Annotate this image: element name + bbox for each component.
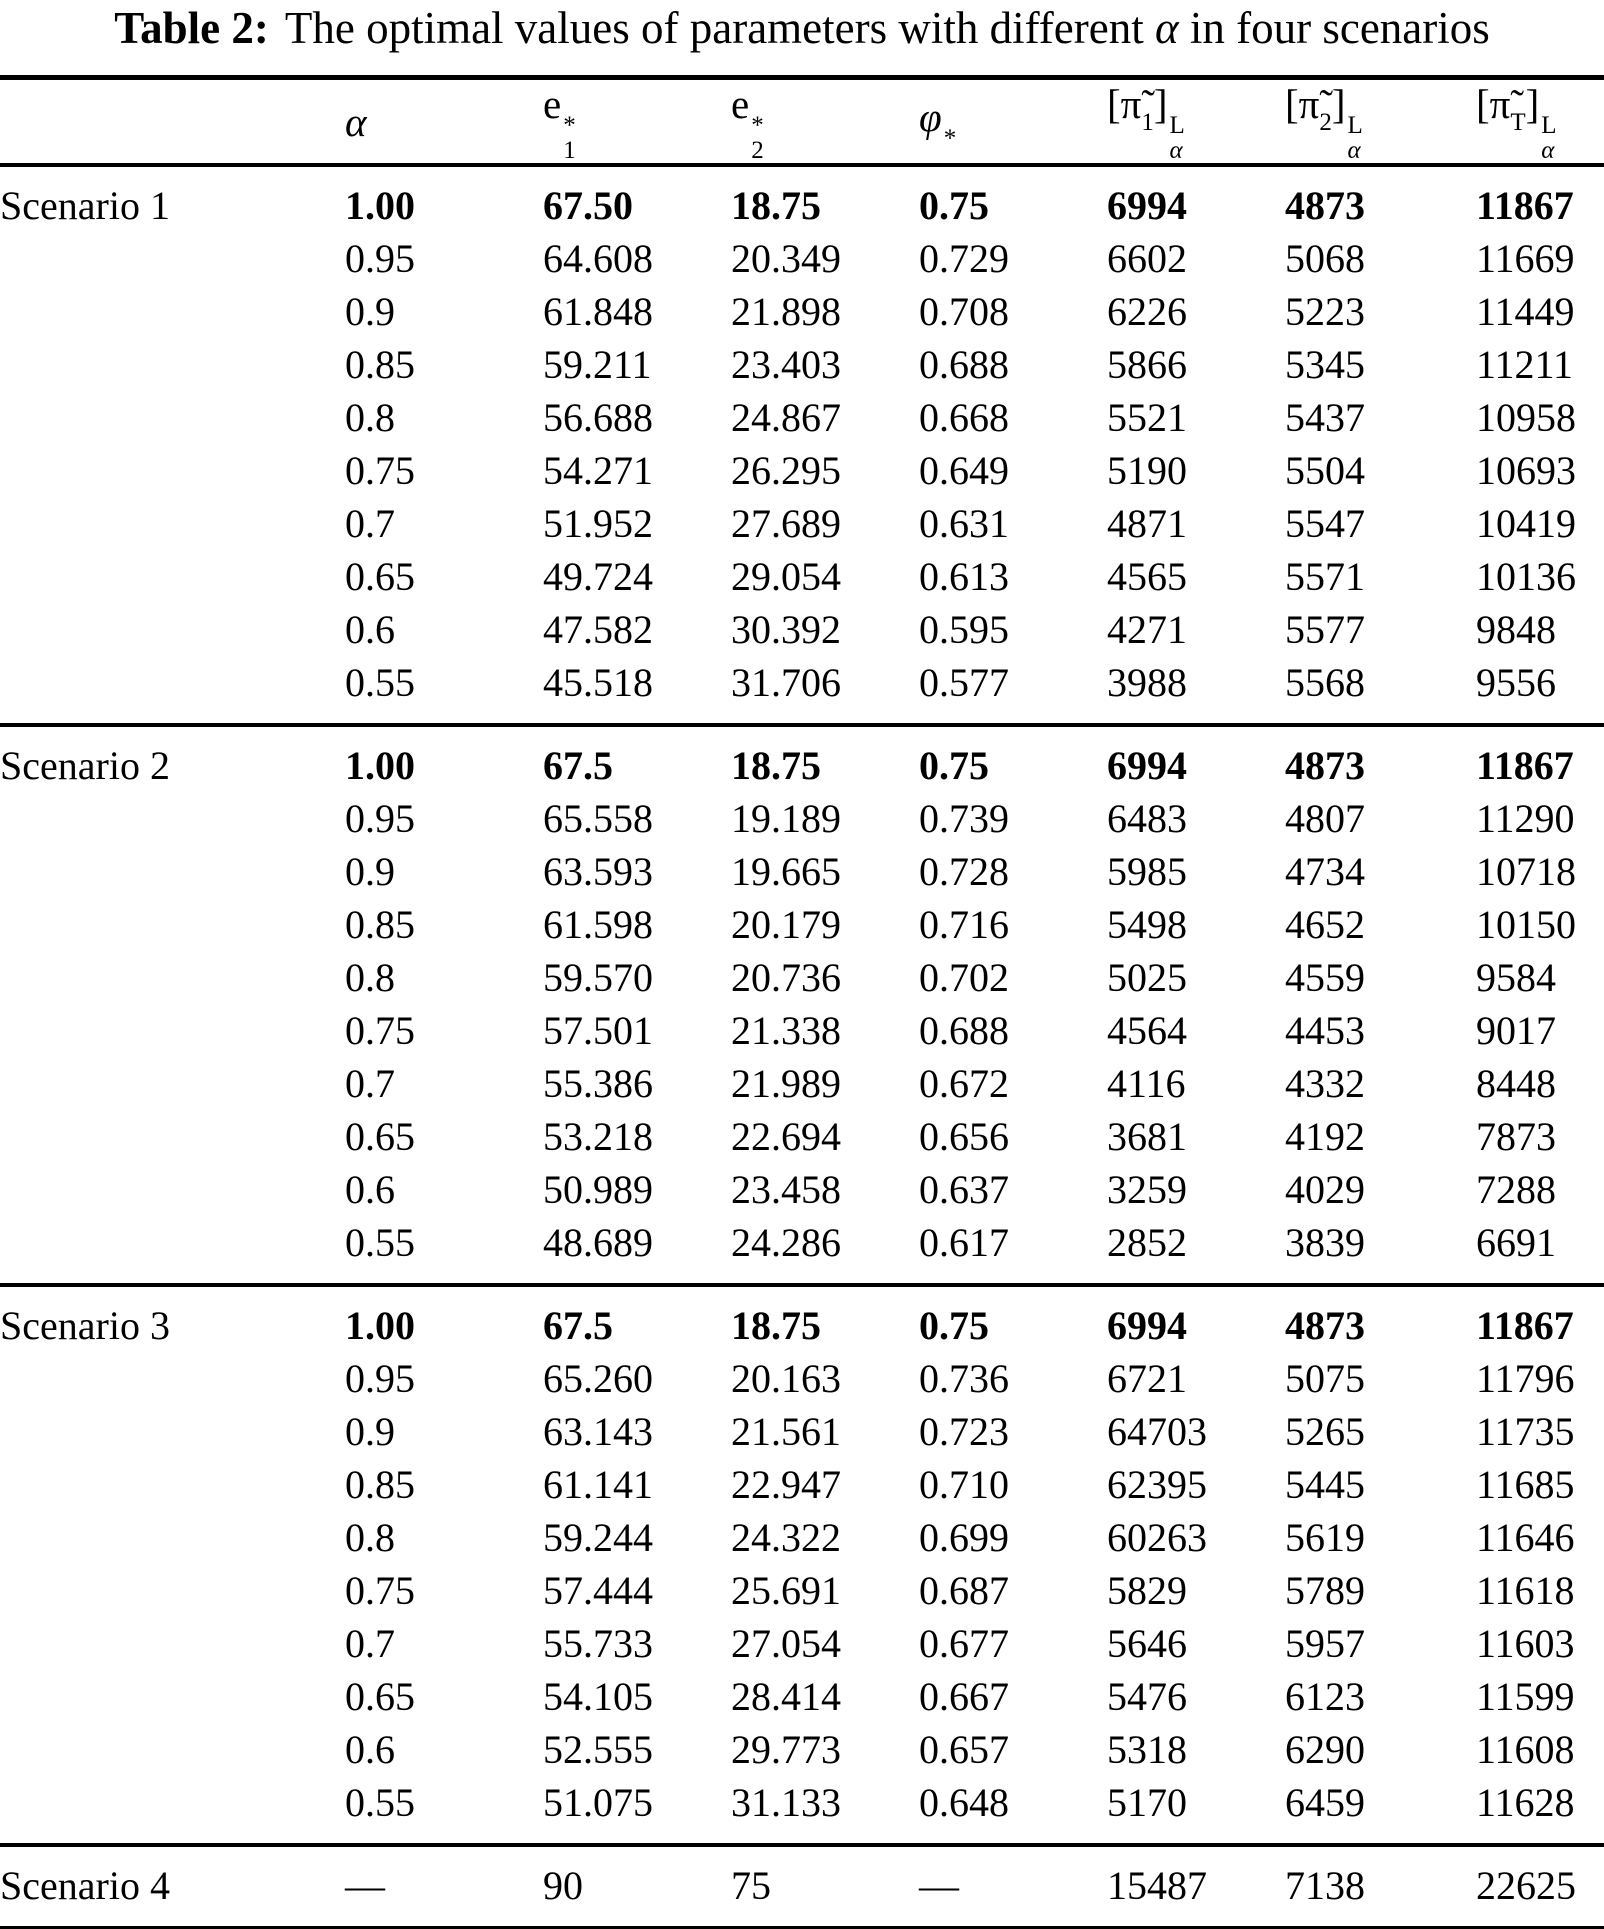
table-row xyxy=(0,725,1604,792)
cell-alpha: 0.85 xyxy=(345,902,415,947)
scenario-label xyxy=(0,792,345,845)
cell-e2: 20.736 xyxy=(731,955,841,1000)
cell-alpha: 0.8 xyxy=(345,395,395,440)
table-row xyxy=(0,1057,1604,1110)
col-header-pi1: $[\pĩ_1]$ L α xyxy=(1107,81,1185,164)
table-row xyxy=(0,444,1604,497)
cell-e1: 54.271 xyxy=(543,448,653,493)
cell-pi2: 5445 xyxy=(1285,1462,1365,1507)
cell-e1: 49.724 xyxy=(543,554,653,599)
cell-piT: 10150 xyxy=(1476,902,1576,947)
cell-pi2: 5223 xyxy=(1285,289,1365,334)
table-row xyxy=(0,603,1604,656)
cell-e1: 52.555 xyxy=(543,1727,653,1772)
table-row xyxy=(0,792,1604,845)
cell-pi2: 4453 xyxy=(1285,1008,1365,1053)
cell-pi2: 5075 xyxy=(1285,1356,1365,1401)
cell-pi2: 5789 xyxy=(1285,1568,1365,1613)
cell-pi1: 6483 xyxy=(1107,796,1187,841)
cell-e2: 20.349 xyxy=(731,236,841,281)
cell-pi1: 3681 xyxy=(1107,1114,1187,1159)
cell-e1: 55.386 xyxy=(543,1061,653,1106)
cell-pi1: 5521 xyxy=(1107,395,1187,440)
cell-e1: 47.582 xyxy=(543,607,653,652)
cell-piT: 9556 xyxy=(1476,660,1556,705)
scenario-label xyxy=(0,232,345,285)
scenario-label xyxy=(0,497,345,550)
table-row xyxy=(0,1216,1604,1285)
table-row xyxy=(0,285,1604,338)
cell-pi2: 7138 xyxy=(1285,1863,1365,1908)
cell-pi2: 6290 xyxy=(1285,1727,1365,1772)
cell-e2: 24.322 xyxy=(731,1515,841,1560)
header-scenario-blank xyxy=(0,78,345,166)
cell-e1: 63.143 xyxy=(543,1409,653,1454)
cell-phi: 0.668 xyxy=(919,395,1009,440)
scenario-label xyxy=(0,444,345,497)
col-header-phi: φ * xyxy=(919,93,957,152)
cell-piT: 11669 xyxy=(1476,236,1575,281)
cell-pi2: 5571 xyxy=(1285,554,1365,599)
scenario-label xyxy=(0,1163,345,1216)
scenario-label xyxy=(0,603,345,656)
cell-phi: 0.716 xyxy=(919,902,1009,947)
scenario-label xyxy=(0,1723,345,1776)
scenario-label xyxy=(0,1057,345,1110)
parameters-table xyxy=(0,75,1604,1929)
cell-alpha: 0.9 xyxy=(345,1409,395,1454)
table-title xyxy=(0,0,1604,75)
cell-piT: 7288 xyxy=(1476,1167,1556,1212)
cell-e1: 51.952 xyxy=(543,501,653,546)
cell-e2: 20.179 xyxy=(731,902,841,947)
scenario-body-3 xyxy=(0,1285,1604,1845)
cell-e1: 67.5 xyxy=(543,1303,613,1348)
cell-alpha: 0.8 xyxy=(345,955,395,1000)
cell-alpha: 0.95 xyxy=(345,796,415,841)
scenario-label: Scenario 4 xyxy=(0,1863,170,1908)
cell-e2: 19.665 xyxy=(731,849,841,894)
cell-alpha: 0.9 xyxy=(345,849,395,894)
cell-phi: 0.688 xyxy=(919,342,1009,387)
cell-phi: 0.613 xyxy=(919,554,1009,599)
cell-pi2: 5957 xyxy=(1285,1621,1365,1666)
scenario-label xyxy=(0,391,345,444)
cell-piT: 11735 xyxy=(1476,1409,1575,1454)
cell-phi: 0.708 xyxy=(919,289,1009,334)
cell-alpha: 0.7 xyxy=(345,501,395,546)
scenario-body-4 xyxy=(0,1845,1604,1929)
cell-e1: 59.211 xyxy=(543,342,652,387)
cell-e1: 50.989 xyxy=(543,1167,653,1212)
cell-pi2: 5547 xyxy=(1285,501,1365,546)
scenario-label xyxy=(0,898,345,951)
cell-e1: 67.5 xyxy=(543,743,613,788)
table-row xyxy=(0,1163,1604,1216)
cell-pi1: 6602 xyxy=(1107,236,1187,281)
table-row xyxy=(0,232,1604,285)
cell-phi: 0.75 xyxy=(919,1303,989,1348)
cell-pi2: 4734 xyxy=(1285,849,1365,894)
cell-pi1: 5829 xyxy=(1107,1568,1187,1613)
scenario-label xyxy=(0,1458,345,1511)
cell-piT: 11603 xyxy=(1476,1621,1575,1666)
cell-e2: 22.947 xyxy=(731,1462,841,1507)
cell-e1: 65.260 xyxy=(543,1356,653,1401)
cell-e1: 56.688 xyxy=(543,395,653,440)
cell-alpha: — xyxy=(345,1863,385,1908)
cell-pi1: 4871 xyxy=(1107,501,1187,546)
cell-pi1: 3259 xyxy=(1107,1167,1187,1212)
cell-alpha: 0.65 xyxy=(345,1674,415,1719)
cell-pi2: 4029 xyxy=(1285,1167,1365,1212)
scenario-label xyxy=(0,1670,345,1723)
cell-piT: 11618 xyxy=(1476,1568,1575,1613)
scenario-label xyxy=(0,1004,345,1057)
cell-e2: 19.189 xyxy=(731,796,841,841)
cell-alpha: 1.00 xyxy=(345,743,415,788)
col-header-pi2: $[\pĩ_2]$ L α xyxy=(1285,81,1363,164)
cell-piT: 6691 xyxy=(1476,1220,1556,1265)
table-row xyxy=(0,1723,1604,1776)
cell-alpha: 0.6 xyxy=(345,1167,395,1212)
cell-alpha: 0.9 xyxy=(345,289,395,334)
table-row xyxy=(0,338,1604,391)
scenario-label xyxy=(0,1216,345,1285)
table-row xyxy=(0,1285,1604,1352)
cell-e1: 64.608 xyxy=(543,236,653,281)
cell-e2: 24.867 xyxy=(731,395,841,440)
cell-e1: 61.848 xyxy=(543,289,653,334)
cell-phi: 0.699 xyxy=(919,1515,1009,1560)
cell-phi: 0.702 xyxy=(919,955,1009,1000)
cell-phi: 0.688 xyxy=(919,1008,1009,1053)
cell-pi1: 15487 xyxy=(1107,1863,1207,1908)
cell-e2: 30.392 xyxy=(731,607,841,652)
cell-phi: 0.667 xyxy=(919,1674,1009,1719)
table-row xyxy=(0,1110,1604,1163)
cell-pi2: 4559 xyxy=(1285,955,1365,1000)
cell-phi: 0.656 xyxy=(919,1114,1009,1159)
cell-phi: 0.637 xyxy=(919,1167,1009,1212)
table-title-text-pre: The optimal values of parameters with different xyxy=(284,3,1155,53)
table-row xyxy=(0,1776,1604,1845)
scenario-label xyxy=(0,338,345,391)
cell-e1: 53.218 xyxy=(543,1114,653,1159)
cell-phi: 0.677 xyxy=(919,1621,1009,1666)
cell-pi1: 6994 xyxy=(1107,1303,1187,1348)
cell-alpha: 0.75 xyxy=(345,448,415,493)
table-row xyxy=(0,1405,1604,1458)
cell-piT: 10136 xyxy=(1476,554,1576,599)
cell-piT: 10958 xyxy=(1476,395,1576,440)
table-row xyxy=(0,845,1604,898)
cell-piT: 11867 xyxy=(1476,183,1574,228)
cell-phi: 0.723 xyxy=(919,1409,1009,1454)
cell-piT: 9584 xyxy=(1476,955,1556,1000)
cell-e2: 27.689 xyxy=(731,501,841,546)
cell-piT: 10693 xyxy=(1476,448,1576,493)
cell-pi1: 62395 xyxy=(1107,1462,1207,1507)
col-header-e2: e * 2 xyxy=(731,81,764,164)
cell-e2: 23.458 xyxy=(731,1167,841,1212)
cell-phi: 0.648 xyxy=(919,1780,1009,1825)
scenario-label xyxy=(0,1110,345,1163)
cell-alpha: 0.95 xyxy=(345,1356,415,1401)
table-row xyxy=(0,391,1604,444)
cell-e2: 21.898 xyxy=(731,289,841,334)
cell-e1: 61.598 xyxy=(543,902,653,947)
cell-phi: 0.736 xyxy=(919,1356,1009,1401)
cell-alpha: 0.95 xyxy=(345,236,415,281)
cell-phi: 0.657 xyxy=(919,1727,1009,1772)
cell-pi2: 5577 xyxy=(1285,607,1365,652)
cell-pi2: 6459 xyxy=(1285,1780,1365,1825)
table-row xyxy=(0,898,1604,951)
cell-piT: 11449 xyxy=(1476,289,1575,334)
cell-pi2: 5504 xyxy=(1285,448,1365,493)
cell-piT: 22625 xyxy=(1476,1863,1576,1908)
cell-piT: 11608 xyxy=(1476,1727,1575,1772)
table-row xyxy=(0,1564,1604,1617)
cell-pi2: 4873 xyxy=(1285,183,1365,228)
scenario-label xyxy=(0,550,345,603)
cell-e2: 18.75 xyxy=(731,743,821,788)
cell-piT: 11685 xyxy=(1476,1462,1575,1507)
cell-e1: 59.570 xyxy=(543,955,653,1000)
cell-e2: 26.295 xyxy=(731,448,841,493)
cell-pi2: 5437 xyxy=(1285,395,1365,440)
table-title-label: Table 2: xyxy=(114,3,269,53)
scenario-label xyxy=(0,845,345,898)
cell-e2: 29.054 xyxy=(731,554,841,599)
cell-phi: 0.687 xyxy=(919,1568,1009,1613)
scenario-label xyxy=(0,1405,345,1458)
table-row xyxy=(0,1845,1604,1929)
scenario-label: Scenario 1 xyxy=(0,183,170,228)
cell-piT: 11646 xyxy=(1476,1515,1575,1560)
table-row xyxy=(0,1004,1604,1057)
cell-pi1: 5170 xyxy=(1107,1780,1187,1825)
cell-phi: 0.728 xyxy=(919,849,1009,894)
cell-phi: 0.75 xyxy=(919,743,989,788)
table-row xyxy=(0,165,1604,232)
scenario-label: Scenario 3 xyxy=(0,1303,170,1348)
cell-pi2: 4332 xyxy=(1285,1061,1365,1106)
scenario-label xyxy=(0,1564,345,1617)
table-row xyxy=(0,656,1604,725)
cell-piT: 10419 xyxy=(1476,501,1576,546)
cell-alpha: 0.55 xyxy=(345,1220,415,1265)
cell-phi: 0.631 xyxy=(919,501,1009,546)
cell-pi1: 5476 xyxy=(1107,1674,1187,1719)
col-header-alpha: α xyxy=(345,98,367,145)
cell-pi1: 6994 xyxy=(1107,183,1187,228)
cell-alpha: 0.85 xyxy=(345,342,415,387)
cell-e1: 90 xyxy=(543,1863,583,1908)
scenario-label xyxy=(0,1776,345,1845)
cell-e2: 22.694 xyxy=(731,1114,841,1159)
cell-e2: 31.706 xyxy=(731,660,841,705)
cell-alpha: 0.8 xyxy=(345,1515,395,1560)
scenario-label xyxy=(0,1617,345,1670)
cell-e2: 23.403 xyxy=(731,342,841,387)
cell-pi1: 5498 xyxy=(1107,902,1187,947)
cell-pi1: 64703 xyxy=(1107,1409,1207,1454)
scenario-label xyxy=(0,951,345,1004)
cell-e2: 29.773 xyxy=(731,1727,841,1772)
cell-pi2: 5345 xyxy=(1285,342,1365,387)
scenario-label xyxy=(0,1352,345,1405)
cell-e1: 48.689 xyxy=(543,1220,653,1265)
cell-pi2: 6123 xyxy=(1285,1674,1365,1719)
cell-e1: 45.518 xyxy=(543,660,653,705)
cell-piT: 11599 xyxy=(1476,1674,1575,1719)
scenario-label xyxy=(0,285,345,338)
cell-pi1: 6226 xyxy=(1107,289,1187,334)
col-header-e1: e * 1 xyxy=(543,81,576,164)
cell-e1: 55.733 xyxy=(543,1621,653,1666)
cell-piT: 11211 xyxy=(1476,342,1574,387)
table-row xyxy=(0,951,1604,1004)
cell-pi1: 5985 xyxy=(1107,849,1187,894)
cell-e1: 61.141 xyxy=(543,1462,653,1507)
cell-phi: 0.617 xyxy=(919,1220,1009,1265)
cell-phi: 0.649 xyxy=(919,448,1009,493)
cell-e2: 21.989 xyxy=(731,1061,841,1106)
cell-alpha: 1.00 xyxy=(345,183,415,228)
cell-e2: 28.414 xyxy=(731,1674,841,1719)
table-row xyxy=(0,497,1604,550)
scenario-label: Scenario 2 xyxy=(0,743,170,788)
cell-e1: 63.593 xyxy=(543,849,653,894)
cell-piT: 11867 xyxy=(1476,1303,1574,1348)
table-row xyxy=(0,1617,1604,1670)
table-row xyxy=(0,1670,1604,1723)
cell-piT: 11290 xyxy=(1476,796,1575,841)
cell-pi1: 5190 xyxy=(1107,448,1187,493)
cell-e1: 67.50 xyxy=(543,183,633,228)
cell-phi: 0.729 xyxy=(919,236,1009,281)
cell-pi2: 5619 xyxy=(1285,1515,1365,1560)
cell-piT: 10718 xyxy=(1476,849,1576,894)
cell-pi1: 3988 xyxy=(1107,660,1187,705)
cell-e2: 21.561 xyxy=(731,1409,841,1454)
cell-pi1: 2852 xyxy=(1107,1220,1187,1265)
cell-pi2: 4873 xyxy=(1285,743,1365,788)
cell-pi2: 3839 xyxy=(1285,1220,1365,1265)
cell-phi: 0.595 xyxy=(919,607,1009,652)
cell-piT: 8448 xyxy=(1476,1061,1556,1106)
scenario-body-2 xyxy=(0,725,1604,1285)
table-title-alpha: α xyxy=(1154,3,1179,53)
cell-pi1: 5025 xyxy=(1107,955,1187,1000)
cell-e1: 59.244 xyxy=(543,1515,653,1560)
cell-alpha: 0.7 xyxy=(345,1061,395,1106)
cell-pi2: 5068 xyxy=(1285,236,1365,281)
table-row xyxy=(0,1352,1604,1405)
cell-e1: 65.558 xyxy=(543,796,653,841)
cell-pi1: 4565 xyxy=(1107,554,1187,599)
cell-pi2: 4873 xyxy=(1285,1303,1365,1348)
table-header xyxy=(0,78,1604,166)
cell-alpha: 0.6 xyxy=(345,607,395,652)
cell-pi1: 5318 xyxy=(1107,1727,1187,1772)
cell-phi: 0.577 xyxy=(919,660,1009,705)
cell-pi1: 4564 xyxy=(1107,1008,1187,1053)
cell-e1: 57.444 xyxy=(543,1568,653,1613)
cell-phi: 0.710 xyxy=(919,1462,1009,1507)
cell-pi2: 5568 xyxy=(1285,660,1365,705)
cell-piT: 11867 xyxy=(1476,743,1574,788)
table-row xyxy=(0,1458,1604,1511)
scenario-label xyxy=(0,656,345,725)
cell-e2: 20.163 xyxy=(731,1356,841,1401)
cell-phi: 0.75 xyxy=(919,183,989,228)
table-row xyxy=(0,550,1604,603)
cell-alpha: 1.00 xyxy=(345,1303,415,1348)
cell-piT: 7873 xyxy=(1476,1114,1556,1159)
cell-piT: 9848 xyxy=(1476,607,1556,652)
cell-alpha: 0.55 xyxy=(345,1780,415,1825)
cell-e2: 27.054 xyxy=(731,1621,841,1666)
cell-phi: 0.739 xyxy=(919,796,1009,841)
cell-pi1: 60263 xyxy=(1107,1515,1207,1560)
header-row xyxy=(0,78,1604,166)
cell-pi2: 5265 xyxy=(1285,1409,1365,1454)
cell-alpha: 0.85 xyxy=(345,1462,415,1507)
cell-alpha: 0.75 xyxy=(345,1008,415,1053)
cell-piT: 11628 xyxy=(1476,1780,1575,1825)
cell-alpha: 0.6 xyxy=(345,1727,395,1772)
table-title-text-post: in four scenarios xyxy=(1178,3,1490,53)
cell-e2: 75 xyxy=(731,1863,771,1908)
cell-alpha: 0.65 xyxy=(345,554,415,599)
cell-pi1: 4271 xyxy=(1107,607,1187,652)
cell-alpha: 0.7 xyxy=(345,1621,395,1666)
cell-e1: 54.105 xyxy=(543,1674,653,1719)
cell-piT: 11796 xyxy=(1476,1356,1575,1401)
cell-e1: 57.501 xyxy=(543,1008,653,1053)
cell-phi: 0.672 xyxy=(919,1061,1009,1106)
cell-e2: 18.75 xyxy=(731,183,821,228)
cell-pi2: 4807 xyxy=(1285,796,1365,841)
table-row xyxy=(0,1511,1604,1564)
cell-pi2: 4652 xyxy=(1285,902,1365,947)
cell-pi1: 4116 xyxy=(1107,1061,1186,1106)
cell-pi1: 5646 xyxy=(1107,1621,1187,1666)
cell-e2: 24.286 xyxy=(731,1220,841,1265)
cell-pi2: 4192 xyxy=(1285,1114,1365,1159)
cell-e2: 21.338 xyxy=(731,1008,841,1053)
cell-alpha: 0.55 xyxy=(345,660,415,705)
cell-pi1: 6721 xyxy=(1107,1356,1187,1401)
scenario-body-1 xyxy=(0,165,1604,725)
cell-piT: 9017 xyxy=(1476,1008,1556,1053)
cell-pi1: 5866 xyxy=(1107,342,1187,387)
col-header-piT: $[\pĩ_T]$ L α xyxy=(1476,81,1557,164)
cell-phi: — xyxy=(919,1863,959,1908)
cell-e2: 18.75 xyxy=(731,1303,821,1348)
cell-pi1: 6994 xyxy=(1107,743,1187,788)
cell-alpha: 0.65 xyxy=(345,1114,415,1159)
cell-e2: 25.691 xyxy=(731,1568,841,1613)
cell-e2: 31.133 xyxy=(731,1780,841,1825)
scenario-label xyxy=(0,1511,345,1564)
cell-e1: 51.075 xyxy=(543,1780,653,1825)
cell-alpha: 0.75 xyxy=(345,1568,415,1613)
